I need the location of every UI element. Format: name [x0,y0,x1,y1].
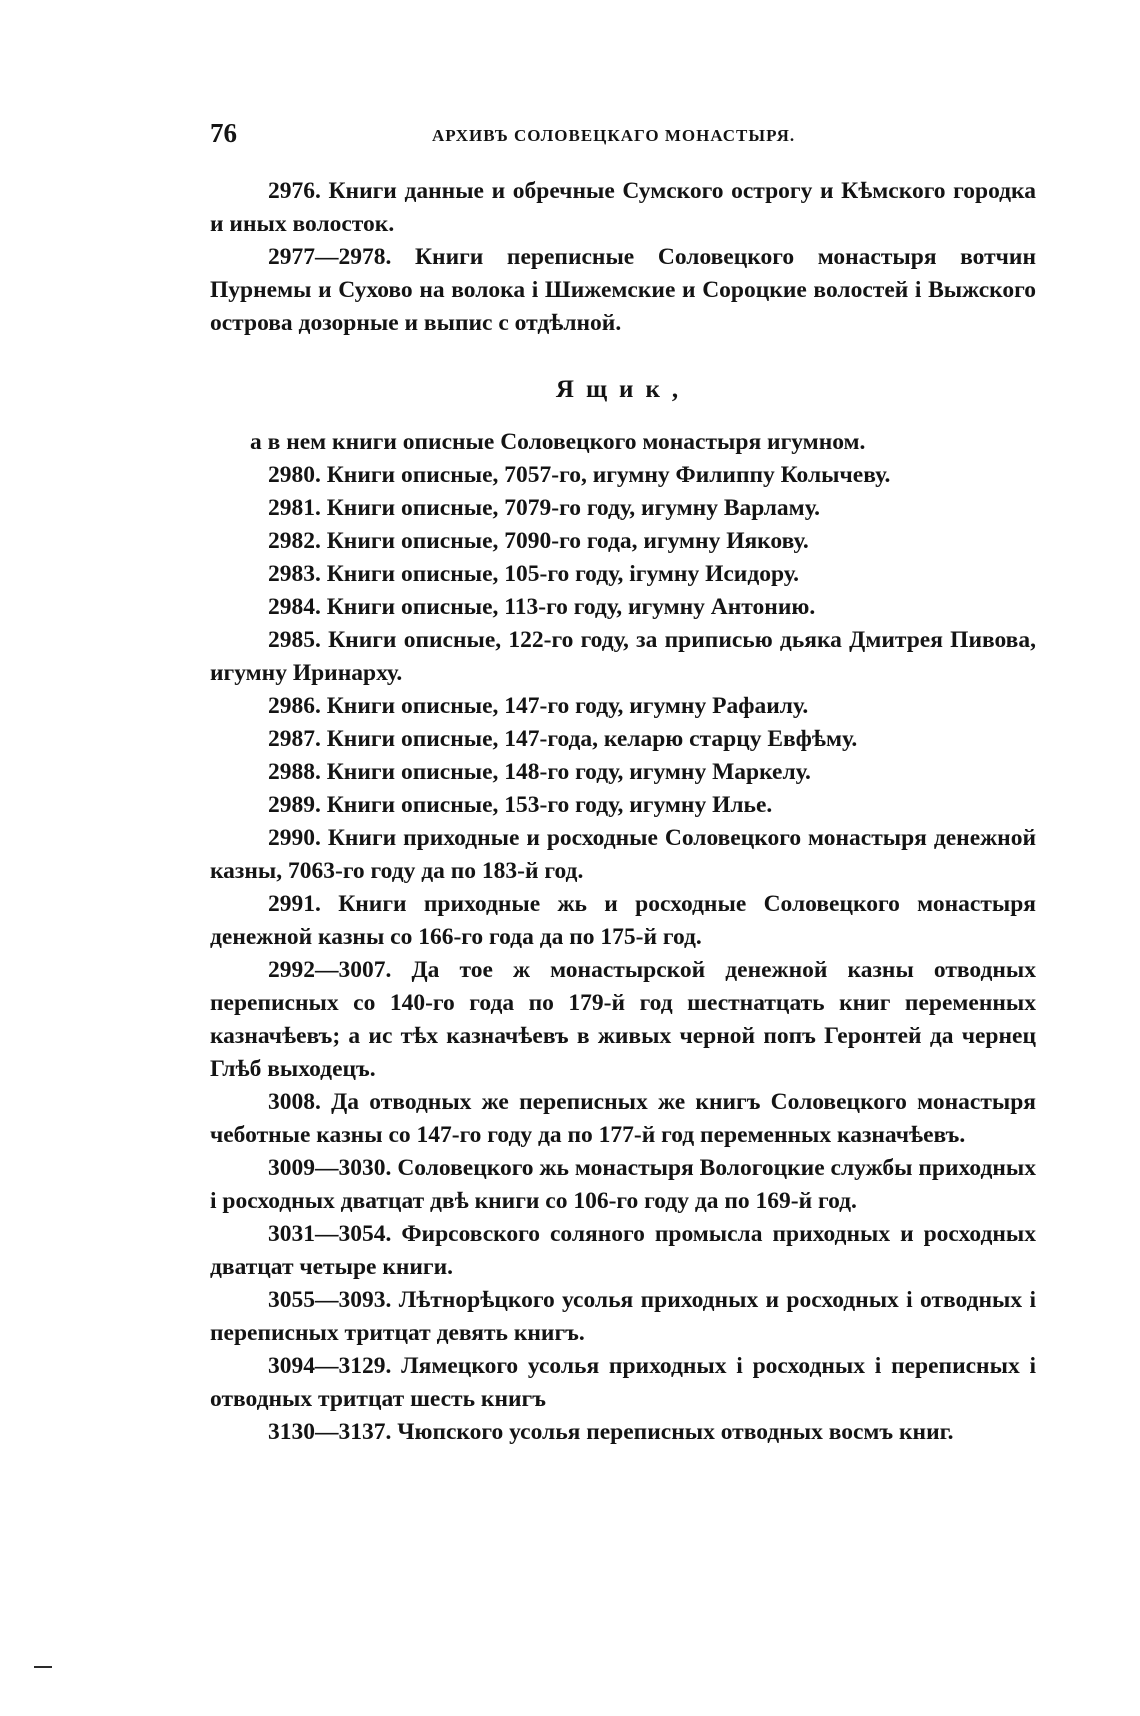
page-number: 76 [210,118,237,148]
paragraph-2982: 2982. Книги описные, 7090-го года, игумну Иякову. [268,528,809,554]
paragraph-3008: 3008. Да отводных же переписных же книгъ Соловецкого монастыря чеботные казны со 147-го году да по 177-й год переменных казначѣевъ. [210,1089,1036,1148]
paragraph-3094-3129: 3094—3129. Лямецкого усолья приходных і росходных і переписных і отводных тритцат шесть книгъ [210,1353,1036,1412]
running-title: АРХИВЪ СОЛОВЕЦКАГО МОНАСТЫРЯ. [432,126,796,145]
paragraph-2987: 2987. Книги описные, 147-года, келарю старцу Евфѣму. [268,726,858,752]
page-header [206,118,1036,158]
paragraph-2985: 2985. Книги описные, 122-го году, за приписью дьяка Дмитрея Пивова, игумну Иринарху. [210,627,1036,686]
paragraph-3009-3030: 3009—3030. Соловецкого жь монастыря Вологоцкие службы приходных і росходных дватцат двѣ книги со 106-го году да по 169-й год. [210,1155,1036,1214]
paragraph-2992-3007: 2992—3007. Да тое ж монастырской денежной казны отводных переписных со 140-го года по 179-й год шестнатцать книг переменных казначѣевъ; а ис тѣх казначѣевъ в живых черной попъ Геронтей да чернец Глѣб выходецъ. [210,957,1036,1082]
paragraph-2990: 2990. Книги приходные и росходные Соловецкого монастыря денежной казны, 7063-го году да по 183-й год. [210,825,1036,884]
paragraph-3130-3137: 3130—3137. Чюпского усолья переписных отводных восмъ книг. [268,1419,954,1445]
paragraph-2976: 2976. Книги данные и обречные Сумского острогу и Кѣмского городка и иных волосток. [210,178,1036,237]
paragraph-2986: 2986. Книги описные, 147-го году, игумну Рафаилу. [268,693,809,719]
section-intro: а в нем книги описные Соловецкого монастыря игумном. [250,429,866,455]
scan-mark [34,1666,52,1668]
paragraph-3055-3093: 3055—3093. Лѣтнорѣцкого усолья приходных и росходных і отводных і переписных тритцат девять книгъ. [210,1287,1036,1346]
paragraph-2977-2978: 2977—2978. Книги переписные Соловецкого монастыря вотчин Пурнемы и Сухово на волока і Шижемские и Сороцкие волостей і Выжского острова дозорные и выпис с отдѣлной. [210,244,1036,336]
paragraph-3031-3054: 3031—3054. Фирсовского соляного промысла приходных и росходных дватцат четыре книги. [210,1221,1036,1280]
paragraph-2989: 2989. Книги описные, 153-го году, игумну Илье. [268,792,773,818]
paragraph-2983: 2983. Книги описные, 105-го году, ігумну Исидору. [268,561,799,587]
section-title: Ящик, [555,376,691,403]
paragraph-2991: 2991. Книги приходные жь и росходные Соловецкого монастыря денежной казны со 166-го года да по 175-й год. [210,891,1036,950]
body-text [210,175,1036,1449]
entry-list [210,426,1036,624]
paragraph-2980: 2980. Книги описные, 7057-го, игумну Филиппу Колычеву. [268,462,891,488]
paragraph-2988: 2988. Книги описные, 148-го году, игумну Маркелу. [268,759,811,785]
entry-list-2 [210,690,1036,822]
paragraph-2984: 2984. Книги описные, 113-го году, игумну Антонию. [268,594,816,620]
paragraph-2981: 2981. Книги описные, 7079-го году, игумну Варламу. [268,495,820,521]
